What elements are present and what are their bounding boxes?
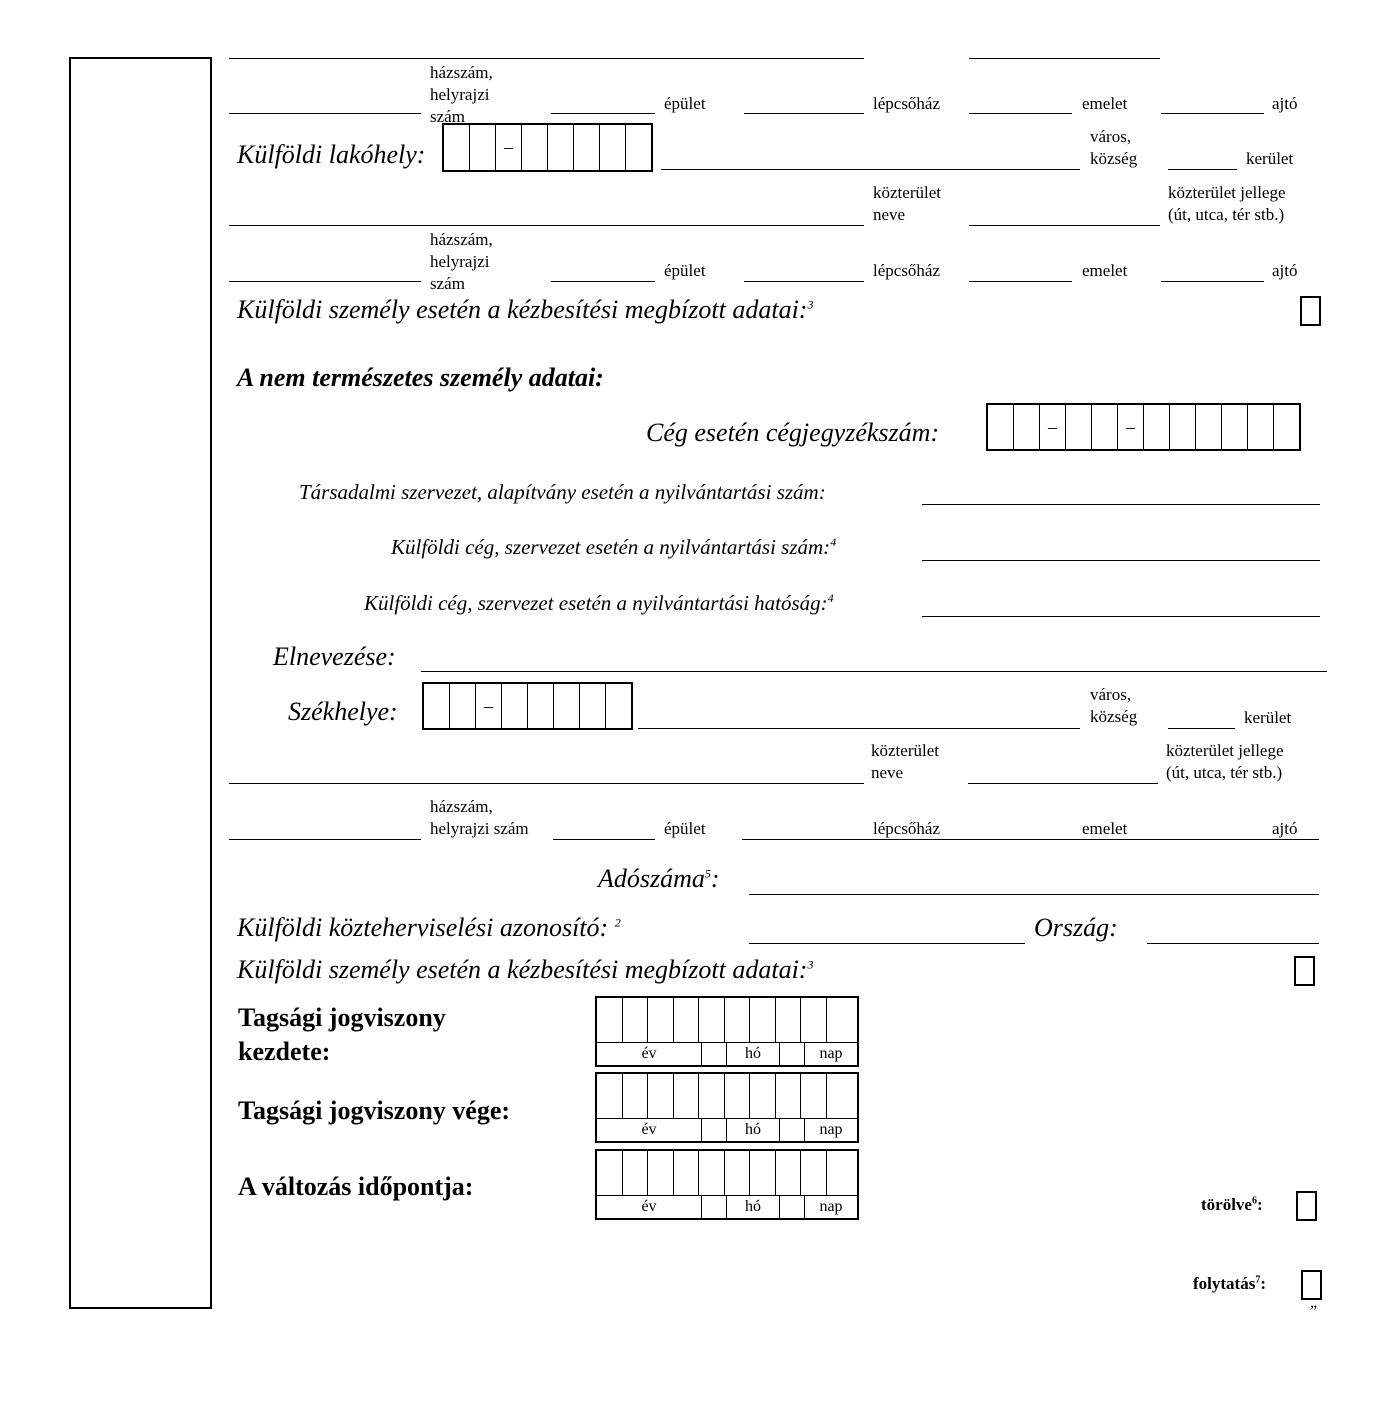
- street-type-line-top[interactable]: [969, 58, 1160, 59]
- name-label: Elnevezése:: [273, 642, 396, 671]
- membership-end-label: Tagsági jogviszony vége:: [238, 1096, 511, 1125]
- seat-district-line[interactable]: [1168, 728, 1235, 729]
- company-reg-boxes[interactable]: – –: [986, 403, 1301, 451]
- left-margin-box: [69, 57, 212, 1309]
- street-type-label-2: közterület jellege (út, utca, tér stb.): [1168, 183, 1286, 224]
- street-name-label-2: közterület neve: [873, 183, 941, 224]
- tax-number-label: Adószáma$^5$:: [598, 864, 720, 893]
- door-line-1[interactable]: [1161, 113, 1264, 114]
- country-label: Ország:: [1034, 913, 1118, 942]
- delivery-agent-label-1: Külföldi személy esetén a kézbesítési megbízott adatai:$^3$: [237, 295, 814, 324]
- staircase-line-2[interactable]: [744, 281, 864, 282]
- country-line[interactable]: [1147, 943, 1319, 944]
- street-name-line-top[interactable]: [229, 58, 864, 59]
- change-date-label: A változás időpontja:: [238, 1172, 474, 1201]
- house-number-line-3[interactable]: [229, 839, 421, 840]
- door-label-2: ajtó: [1272, 261, 1298, 280]
- house-number-label-1: házszám, helyrajzi szám: [430, 63, 493, 126]
- floor-label-2: emelet: [1082, 261, 1128, 280]
- seat-postcode-boxes[interactable]: –: [422, 682, 633, 730]
- continuation-checkbox[interactable]: [1301, 1270, 1322, 1300]
- foreign-tax-id-label: Külföldi közteherviselési azonosító: $^2$: [237, 913, 621, 942]
- membership-end-date[interactable]: [595, 1072, 859, 1143]
- street-type-line-2[interactable]: [969, 225, 1160, 226]
- year-label: év: [597, 1119, 702, 1141]
- social-org-label: Társadalmi szervezet, alapítvány esetén a nyilvántartási szám:: [299, 480, 826, 504]
- social-org-line[interactable]: [922, 504, 1320, 505]
- membership-start-date[interactable]: [595, 996, 859, 1067]
- house-number-label-2: házszám, helyrajzi szám: [430, 230, 493, 293]
- foreign-company-authority-line[interactable]: [922, 616, 1320, 617]
- year-label: év: [597, 1196, 702, 1218]
- name-line[interactable]: [421, 671, 1327, 672]
- foreign-company-no-line[interactable]: [922, 560, 1320, 561]
- door-label-1: ajtó: [1272, 94, 1298, 113]
- street-name-label-3: közterület neve: [871, 741, 939, 782]
- door-line-2[interactable]: [1161, 281, 1264, 282]
- street-name-line-3[interactable]: [229, 783, 864, 784]
- foreign-company-authority-label: Külföldi cég, szervezet esetén a nyilvántartási hatóság:$^4$: [364, 591, 834, 615]
- building-line-3[interactable]: [553, 839, 655, 840]
- month-label: hó: [727, 1119, 780, 1141]
- continuation-label: folytatás$^7$:: [1193, 1274, 1266, 1293]
- staircase-label-2: lépcsőház: [873, 261, 941, 280]
- foreign-tax-id-line[interactable]: [749, 943, 1025, 944]
- floor-line-1[interactable]: [969, 113, 1072, 114]
- seat-label: Székhelye:: [288, 697, 398, 726]
- building-line-1[interactable]: [551, 113, 655, 114]
- city-label-1: város, község: [1090, 127, 1138, 168]
- street-name-line-2[interactable]: [229, 225, 864, 226]
- staircase-label-3: lépcsőház: [873, 819, 941, 838]
- seat-city-line[interactable]: [638, 728, 1080, 729]
- day-label: nap: [819, 1121, 843, 1138]
- district-label-1: kerület: [1246, 149, 1294, 168]
- house-number-line-1[interactable]: [229, 113, 421, 114]
- staircase-line-1[interactable]: [744, 113, 864, 114]
- building-line-2[interactable]: [551, 281, 655, 282]
- deleted-checkbox[interactable]: [1296, 1191, 1317, 1221]
- deleted-label: törölve$^6$:: [1201, 1195, 1263, 1214]
- house-number-label-3: házszám, helyrajzi szám: [430, 797, 529, 838]
- building-label-3: épület: [664, 819, 706, 838]
- year-label: év: [597, 1043, 702, 1065]
- staircase-label-1: lépcsőház: [873, 94, 941, 113]
- change-date[interactable]: [595, 1149, 859, 1220]
- city-label-2: város, község: [1090, 685, 1138, 726]
- floor-label-1: emelet: [1082, 94, 1128, 113]
- month-label: hó: [727, 1043, 780, 1065]
- foreign-company-no-label: Külföldi cég, szervezet esetén a nyilvántartási szám:$^4$: [391, 535, 837, 559]
- building-label-2: épület: [664, 261, 706, 280]
- delivery-agent-checkbox-1[interactable]: [1300, 296, 1321, 326]
- foreign-district-line[interactable]: [1168, 169, 1237, 170]
- delivery-agent-checkbox-2[interactable]: [1294, 956, 1315, 986]
- street-type-label-3: közterület jellege (út, utca, tér stb.): [1166, 741, 1284, 782]
- day-label: nap: [819, 1045, 843, 1062]
- door-label-3: ajtó: [1272, 819, 1298, 838]
- delivery-agent-label-2: Külföldi személy esetén a kézbesítési megbízott adatai:$^3$: [237, 955, 814, 984]
- floor-line-2[interactable]: [969, 281, 1072, 282]
- foreign-city-line[interactable]: [661, 169, 1080, 170]
- address-detail-line-3[interactable]: [742, 839, 1319, 840]
- building-label-1: épület: [664, 94, 706, 113]
- house-number-line-2[interactable]: [229, 281, 421, 282]
- foreign-postcode-boxes[interactable]: –: [442, 123, 653, 172]
- street-type-line-3[interactable]: [968, 783, 1158, 784]
- district-label-2: kerület: [1244, 708, 1292, 727]
- page-marker: ”: [1310, 1303, 1318, 1320]
- foreign-residence-label: Külföldi lakóhely:: [237, 140, 426, 169]
- company-reg-label: Cég esetén cégjegyzékszám:: [646, 418, 940, 447]
- membership-start-label: Tagsági jogviszony kezdete:: [238, 1003, 446, 1066]
- tax-number-line[interactable]: [749, 894, 1319, 895]
- floor-label-3: emelet: [1082, 819, 1128, 838]
- day-label: nap: [819, 1198, 843, 1215]
- month-label: hó: [727, 1196, 780, 1218]
- legal-person-heading: A nem természetes személy adatai:: [237, 363, 604, 392]
